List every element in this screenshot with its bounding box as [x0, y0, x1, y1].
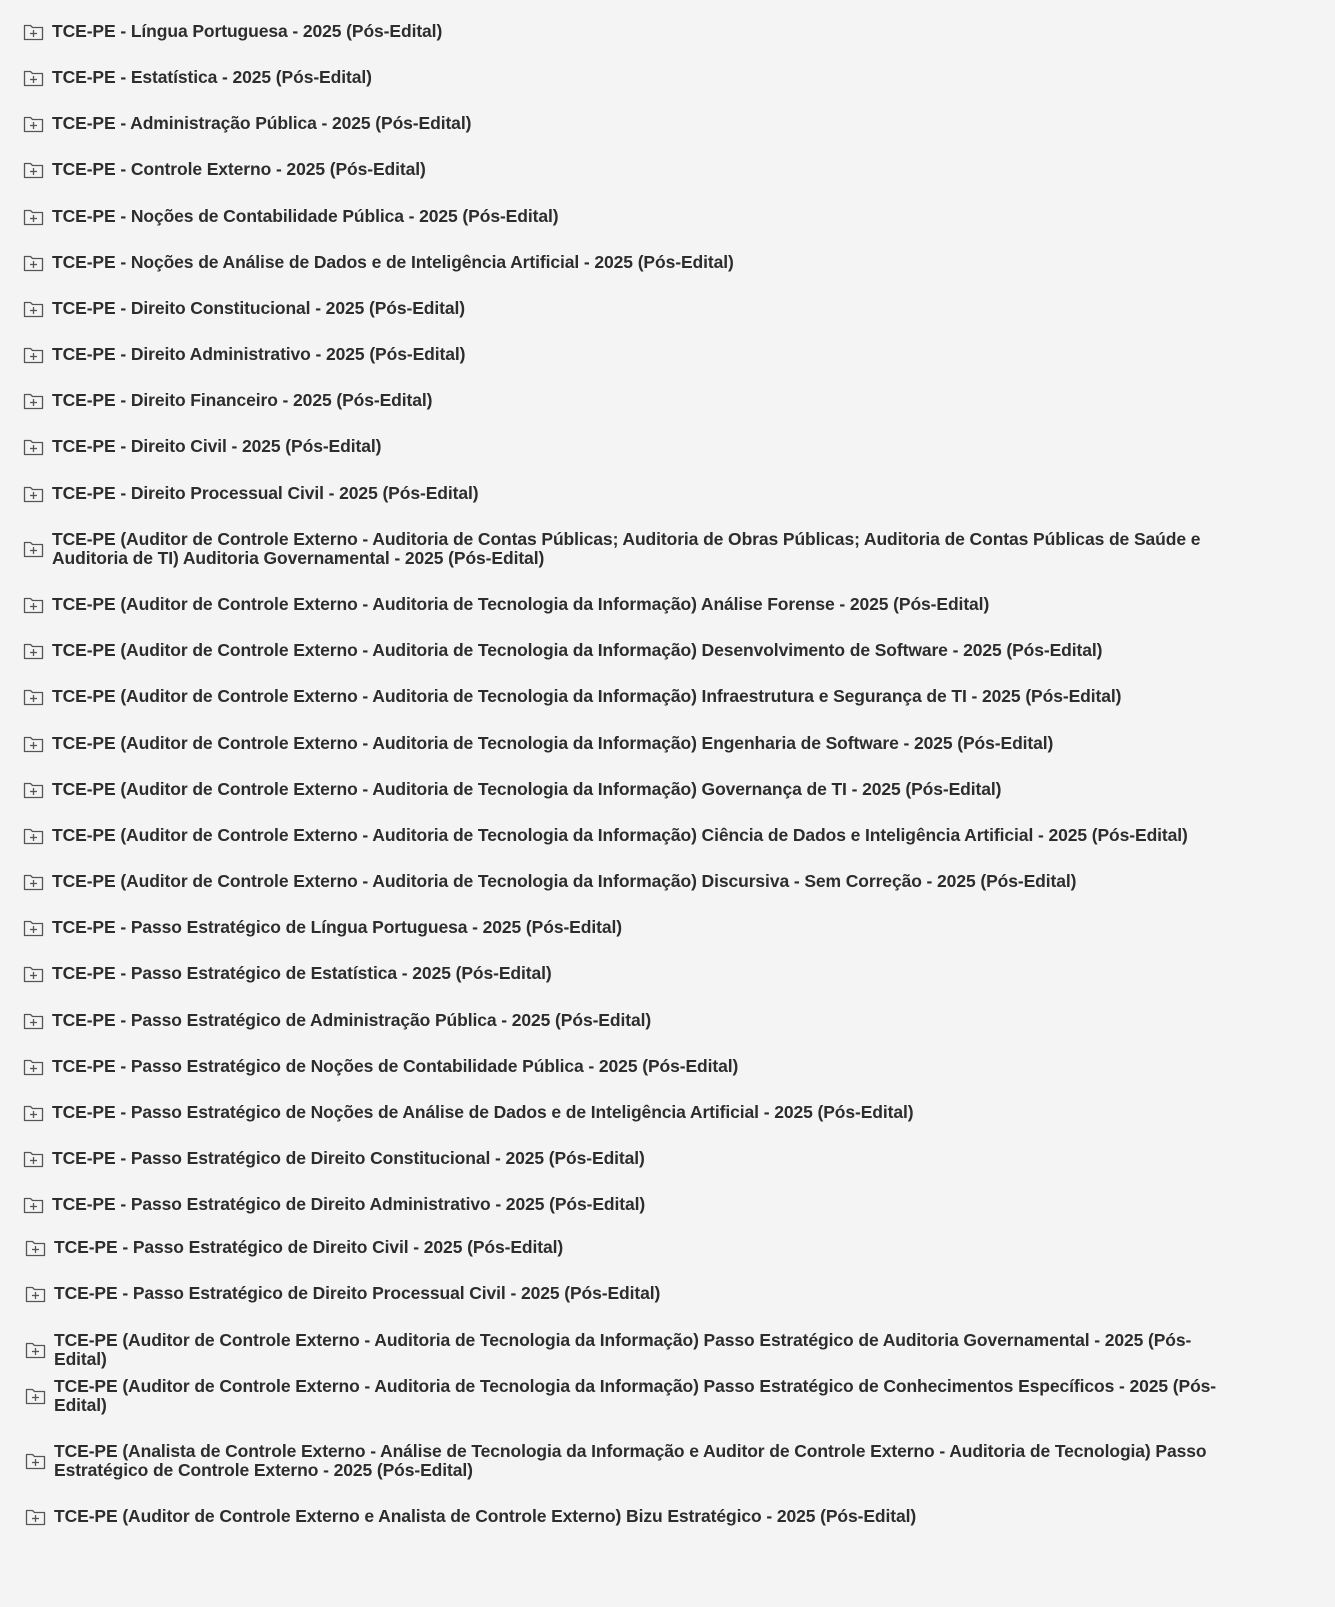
folder-plus-icon[interactable] [23, 208, 44, 226]
folder-plus-icon[interactable] [23, 161, 44, 179]
folder-item[interactable] [23, 1057, 1223, 1076]
folder-label[interactable]: TCE-PE - Direito Financeiro - 2025 (Pós-Edital) [52, 390, 433, 410]
folder-item[interactable] [23, 734, 1223, 753]
folder-label[interactable]: TCE-PE - Direito Civil - 2025 (Pós-Edital) [52, 436, 382, 456]
folder-plus-icon[interactable] [23, 485, 44, 503]
folder-label[interactable]: TCE-PE - Direito Constitucional - 2025 (Pós-Edital) [52, 298, 466, 318]
folder-plus-icon[interactable] [23, 1104, 44, 1122]
folder-plus-icon[interactable] [23, 827, 44, 845]
folder-plus-icon[interactable] [23, 781, 44, 799]
folder-plus-icon[interactable] [23, 300, 44, 318]
folder-label[interactable]: TCE-PE (Auditor de Controle Externo - Auditoria de Tecnologia da Informação) Governança de TI - 2025 (Pós-Edital) [52, 779, 1002, 799]
folder-plus-icon[interactable] [23, 115, 44, 133]
folder-label[interactable]: TCE-PE (Auditor de Controle Externo - Auditoria de Tecnologia da Informação) Infraestrutura e Segurança de TI - 2025 (Pós-Edital) [52, 686, 1122, 706]
folder-label[interactable]: TCE-PE - Direito Processual Civil - 2025 (Pós-Edital) [52, 483, 479, 503]
folder-label[interactable]: TCE-PE (Auditor de Controle Externo - Auditoria de Contas Públicas; Auditoria de Obras Públicas; Auditoria de Contas Públicas de Saúde e Auditoria de TI) Auditoria Governamental - 2025 (Pós-Edital) [52, 529, 1201, 568]
folder-plus-icon[interactable] [23, 392, 44, 410]
folder-item[interactable] [23, 207, 1223, 226]
folder-item[interactable] [23, 641, 1223, 660]
folder-label[interactable]: TCE-PE - Administração Pública - 2025 (Pós-Edital) [52, 113, 472, 133]
folder-plus-icon[interactable] [25, 1508, 46, 1526]
folder-item[interactable] [25, 1284, 1225, 1303]
folder-plus-icon[interactable] [23, 1058, 44, 1076]
folder-plus-icon[interactable] [23, 254, 44, 272]
folder-label[interactable]: TCE-PE - Estatística - 2025 (Pós-Edital) [52, 67, 372, 87]
folder-plus-icon[interactable] [23, 1012, 44, 1030]
folder-label[interactable]: TCE-PE (Auditor de Controle Externo e Analista de Controle Externo) Bizu Estratégico - 2025 (Pós-Edital) [54, 1506, 917, 1526]
folder-plus-icon[interactable] [23, 688, 44, 706]
folder-label[interactable]: TCE-PE - Passo Estratégico de Direito Constitucional - 2025 (Pós-Edital) [52, 1148, 645, 1168]
folder-plus-icon[interactable] [23, 965, 44, 983]
folder-plus-icon[interactable] [23, 1196, 44, 1214]
folder-item[interactable] [25, 1442, 1225, 1480]
folder-label[interactable]: TCE-PE - Passo Estratégico de Noções de Contabilidade Pública - 2025 (Pós-Edital) [52, 1056, 739, 1076]
folder-label[interactable]: TCE-PE (Auditor de Controle Externo - Auditoria de Tecnologia da Informação) Discursiva - Sem Correção - 2025 (Pós-Edital) [52, 871, 1077, 891]
folder-plus-icon[interactable] [23, 873, 44, 891]
folder-label[interactable]: TCE-PE - Passo Estratégico de Noções de Análise de Dados e de Inteligência Artificial - 2025 (Pós-Edital) [52, 1102, 914, 1122]
folder-plus-icon[interactable] [25, 1239, 46, 1257]
folder-item[interactable] [23, 1149, 1223, 1168]
folder-label[interactable]: TCE-PE (Auditor de Controle Externo - Auditoria de Tecnologia da Informação) Passo Estratégico de Conhecimentos Específicos - 2025 (Pós-Edital) [54, 1376, 1217, 1415]
folder-label[interactable]: TCE-PE - Passo Estratégico de Estatística - 2025 (Pós-Edital) [52, 963, 552, 983]
folder-plus-icon[interactable] [25, 1452, 46, 1470]
folder-item[interactable] [23, 872, 1223, 891]
folder-label[interactable]: TCE-PE - Passo Estratégico de Língua Portuguesa - 2025 (Pós-Edital) [52, 917, 622, 937]
folder-label[interactable]: TCE-PE (Analista de Controle Externo - Análise de Tecnologia da Informação e Auditor de Controle Externo - Auditoria de Tecnologia) Passo Estratégico de Controle Externo - 2025 (Pós-Edital) [54, 1441, 1207, 1480]
folder-item[interactable] [23, 1103, 1223, 1122]
folder-item[interactable] [23, 391, 1223, 410]
folder-label[interactable]: TCE-PE - Passo Estratégico de Administração Pública - 2025 (Pós-Edital) [52, 1010, 652, 1030]
folder-label[interactable]: TCE-PE - Noções de Contabilidade Pública - 2025 (Pós-Edital) [52, 206, 559, 226]
folder-item[interactable] [23, 780, 1223, 799]
folder-plus-icon[interactable] [23, 919, 44, 937]
folder-item[interactable] [23, 345, 1223, 364]
folder-label[interactable]: TCE-PE - Controle Externo - 2025 (Pós-Edital) [52, 159, 426, 179]
folder-plus-icon[interactable] [23, 438, 44, 456]
folder-plus-icon[interactable] [23, 69, 44, 87]
folder-item[interactable] [23, 826, 1223, 845]
folder-item[interactable] [23, 299, 1223, 318]
folder-label[interactable]: TCE-PE - Língua Portuguesa - 2025 (Pós-Edital) [52, 21, 443, 41]
folder-label[interactable]: TCE-PE (Auditor de Controle Externo - Auditoria de Tecnologia da Informação) Engenharia de Software - 2025 (Pós-Edital) [52, 733, 1054, 753]
folder-item[interactable] [23, 595, 1223, 614]
folder-plus-icon[interactable] [25, 1341, 46, 1359]
folder-label[interactable]: TCE-PE (Auditor de Controle Externo - Auditoria de Tecnologia da Informação) Análise Forense - 2025 (Pós-Edital) [52, 594, 990, 614]
folder-plus-icon[interactable] [25, 1387, 46, 1405]
folder-plus-icon[interactable] [23, 346, 44, 364]
folder-label[interactable]: TCE-PE - Passo Estratégico de Direito Processual Civil - 2025 (Pós-Edital) [54, 1283, 661, 1303]
folder-label[interactable]: TCE-PE - Passo Estratégico de Direito Civil - 2025 (Pós-Edital) [54, 1237, 564, 1257]
folder-item[interactable] [23, 253, 1223, 272]
folder-item[interactable] [23, 530, 1223, 568]
folder-item[interactable] [25, 1377, 1225, 1415]
folder-label[interactable]: TCE-PE - Noções de Análise de Dados e de Inteligência Artificial - 2025 (Pós-Edital) [52, 252, 734, 272]
folder-item[interactable] [23, 114, 1223, 133]
folder-plus-icon[interactable] [23, 1150, 44, 1168]
folder-item[interactable] [23, 964, 1223, 983]
folder-item[interactable] [23, 160, 1223, 179]
folder-label[interactable]: TCE-PE (Auditor de Controle Externo - Auditoria de Tecnologia da Informação) Ciência de Dados e Inteligência Artificial - 2025 (Pós-Edital) [52, 825, 1188, 845]
folder-item[interactable] [23, 484, 1223, 503]
folder-item[interactable] [23, 22, 1223, 41]
folder-label[interactable]: TCE-PE - Passo Estratégico de Direito Administrativo - 2025 (Pós-Edital) [52, 1194, 646, 1214]
folder-item[interactable] [23, 1011, 1223, 1030]
folder-item[interactable] [25, 1507, 1225, 1526]
folder-plus-icon[interactable] [23, 596, 44, 614]
folder-plus-icon[interactable] [23, 23, 44, 41]
folder-label[interactable]: TCE-PE (Auditor de Controle Externo - Auditoria de Tecnologia da Informação) Desenvolvimento de Software - 2025 (Pós-Edital) [52, 640, 1103, 660]
folder-item[interactable] [25, 1238, 1225, 1257]
folder-item[interactable] [23, 437, 1223, 456]
folder-item[interactable] [25, 1331, 1225, 1369]
folder-label[interactable]: TCE-PE - Direito Administrativo - 2025 (Pós-Edital) [52, 344, 466, 364]
folder-item[interactable] [23, 68, 1223, 87]
folder-plus-icon[interactable] [25, 1285, 46, 1303]
folder-item[interactable] [23, 918, 1223, 937]
folder-label[interactable]: TCE-PE (Auditor de Controle Externo - Auditoria de Tecnologia da Informação) Passo Estratégico de Auditoria Governamental - 2025 (Pós-Edital) [54, 1330, 1192, 1369]
folder-item[interactable] [23, 1195, 1223, 1214]
folder-item[interactable] [23, 687, 1223, 706]
folder-plus-icon[interactable] [23, 642, 44, 660]
folder-plus-icon[interactable] [23, 735, 44, 753]
folder-plus-icon[interactable] [23, 540, 44, 558]
